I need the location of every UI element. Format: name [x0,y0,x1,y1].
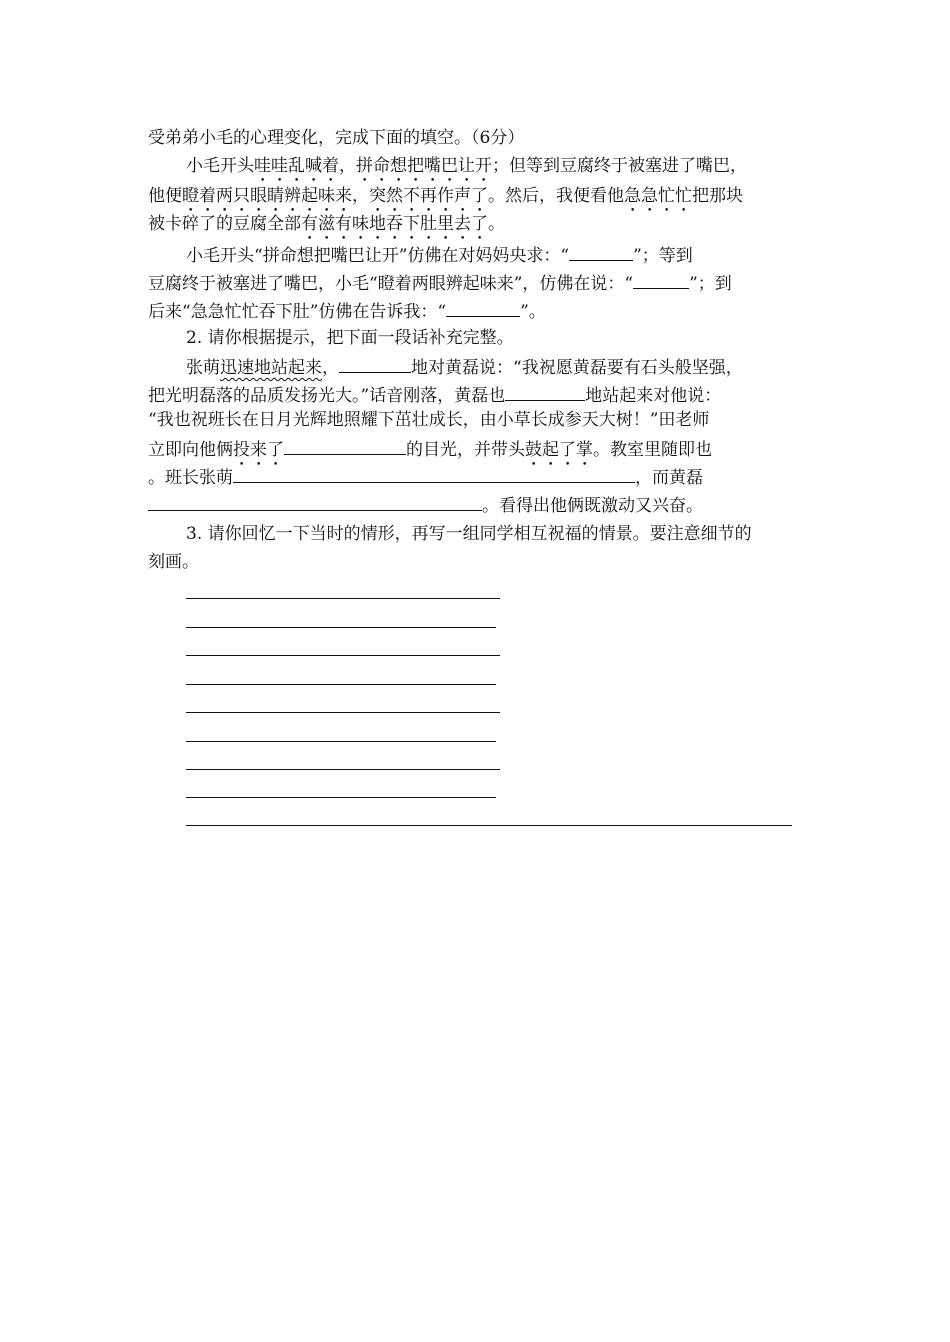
writing-line[interactable] [186,769,500,770]
text: ， [352,186,369,206]
wavy-text: 迅速地站起来 [220,358,322,378]
text: 张萌 [186,358,220,378]
text: 。看得出他俩既激动又兴奋。 [482,496,703,516]
dotted-text: 急急忙忙 [624,186,692,206]
writing-line[interactable] [186,627,496,628]
text: 。 [488,214,505,234]
text: ；但等到豆腐终于被塞进了嘴巴， [492,156,747,176]
answer-blank[interactable] [446,300,520,317]
dotted-text: 拼命想把嘴巴让开 [356,156,492,176]
q2-line-1 [186,356,743,378]
writing-line[interactable] [186,797,496,798]
text: ， [322,358,339,378]
q3-line-2: 刻画。 [148,552,199,572]
text: 。教室里随即也 [593,440,712,460]
answer-blank[interactable] [569,244,633,261]
passage-line-2 [148,186,743,208]
answer-blank[interactable] [148,494,482,511]
q2-title: 2. 请你根据提示，把下面一段话补充完整。 [186,328,514,348]
text: 地站起来对他说： [585,386,722,406]
q2-line-3: “我也祝班长在日月光辉地照耀下茁壮成长，由小草长成参天大树！”田老师 [148,410,710,430]
text: 他便 [148,186,182,206]
writing-line[interactable] [186,684,496,685]
q2-line-4 [148,438,712,460]
text: 。班长张萌 [148,468,233,488]
fill-line-3 [148,300,546,322]
writing-line[interactable] [186,825,792,826]
text: 后来“急急忙忙吞下肚”仿佛在告诉我：“ [148,302,447,322]
dotted-text: 投来了 [233,440,284,460]
q2-line-2 [148,384,721,406]
answer-blank[interactable] [633,272,689,289]
writing-line[interactable] [186,655,500,656]
text: 地对黄磊说：“我祝愿黄磊要有石头般坚强， [411,358,743,378]
text: ”；到 [689,274,732,294]
text: 豆腐终于被塞进了嘴巴，小毛“瞪着两眼辨起味来”，仿佛在说：“ [148,274,634,294]
q2-line-6 [148,494,703,516]
text: ，而黄磊 [635,468,703,488]
answer-blank[interactable] [505,384,585,401]
fill-line-2 [148,272,732,294]
text: 的目光，并带头 [406,440,525,460]
text: 小毛开头“拼命想把嘴巴让开”仿佛在对妈妈央求：“ [186,246,570,266]
writing-line[interactable] [186,598,500,599]
intro-text: 受弟弟小毛的心理变化，完成下面的填空。（6分） [148,128,525,148]
answer-blank[interactable] [233,466,635,483]
text: 。然后，我便看他 [488,186,624,206]
passage-line-1 [186,156,747,178]
text: 小毛开头 [186,156,254,176]
text: ”；等到 [633,246,693,266]
dotted-text: 有滋有味地吞下肚里去了 [301,214,488,234]
answer-blank[interactable] [284,438,406,455]
fill-line-1 [186,244,693,266]
text: ， [339,156,356,176]
answer-blank[interactable] [339,356,411,373]
dotted-text: 瞪着两只眼睛辨起味来 [182,186,352,206]
writing-line[interactable] [186,741,496,742]
dotted-text: 哇哇乱喊着 [254,156,339,176]
dotted-text: 突然不再作声了 [369,186,488,206]
dotted-text: 鼓起了掌 [525,440,593,460]
text: 把光明磊落的品质发扬光大。”话音刚落，黄磊也 [148,386,506,406]
text: 被卡碎了的豆腐全部 [148,214,301,234]
passage-line-3 [148,214,505,236]
q3-line-1: 3. 请你回忆一下当时的情形，再写一组同学相互祝福的情景。要注意细节的 [186,524,752,544]
text: 把那块 [692,186,743,206]
writing-line[interactable] [186,712,500,713]
q2-line-5 [148,466,703,488]
text: ”。 [520,302,546,322]
text: 立即向他俩 [148,440,233,460]
